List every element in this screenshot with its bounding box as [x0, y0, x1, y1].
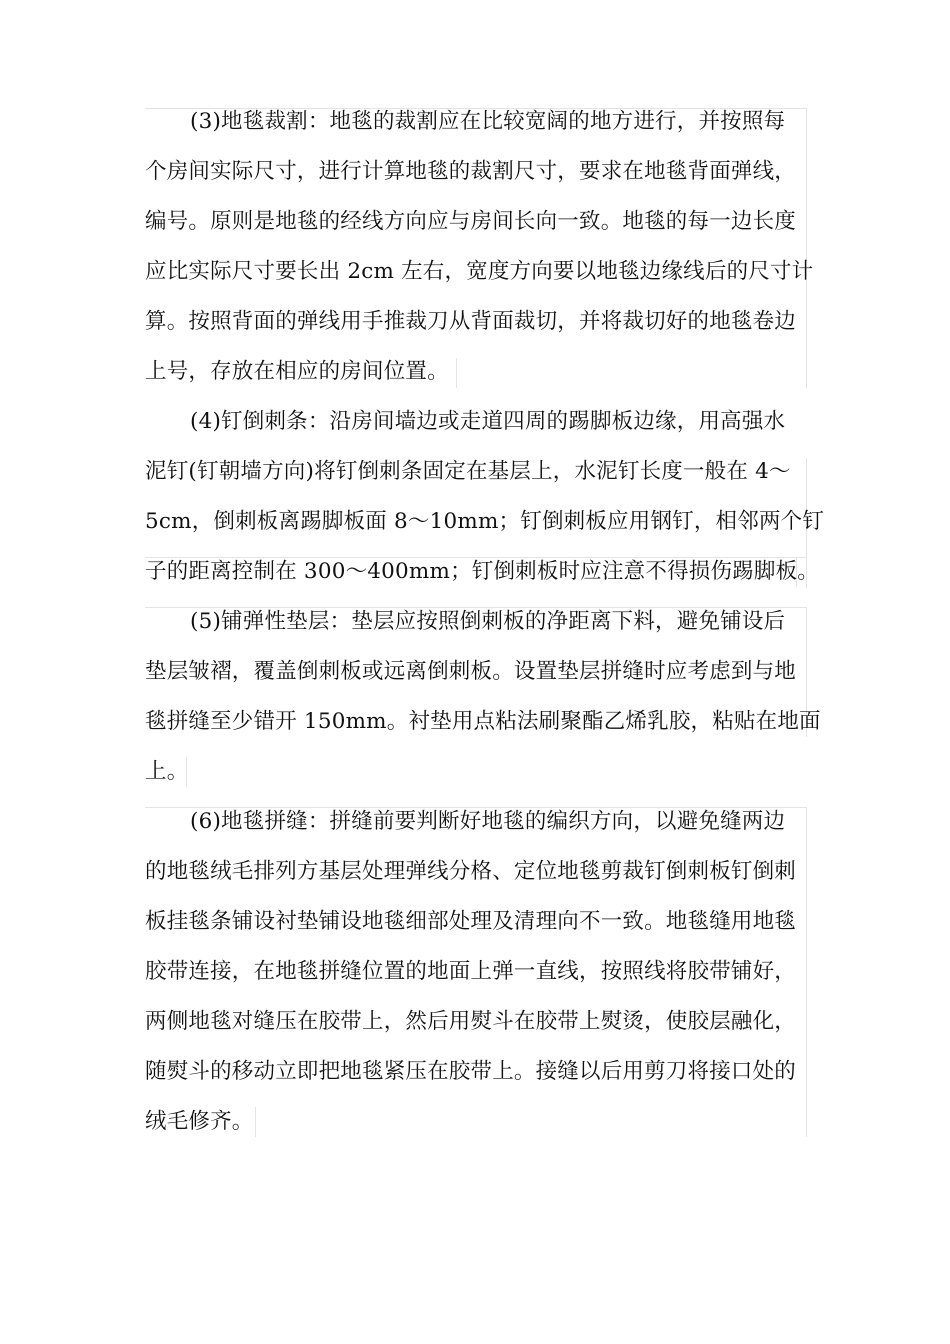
text-line: 上。 [145, 759, 189, 784]
text-line: (5)铺弹性垫层：垫层应按照倒刺板的净距离下料，避免铺设后 [190, 609, 786, 634]
text-line: 胶带连接，在地毯拼缝位置的地面上弹一直线，按照线将胶带铺好， [145, 959, 797, 984]
text-line: 随熨斗的移动立即把地毯紧压在胶带上。接缝以后用剪刀将接口处的 [145, 1059, 797, 1084]
paragraph-edge-mark [255, 1107, 256, 1137]
text-line: 5cm，倒刺板离踢脚板面 8～10mm；钉倒刺板应用钢钉，相邻两个钉 [145, 509, 825, 534]
text-line: 编号。原则是地毯的经线方向应与房间长向一致。地毯的每一边长度 [145, 209, 797, 234]
text-line: 子的距离控制在 300～400mm；钉倒刺板时应注意不得损伤踢脚板。 [145, 559, 819, 584]
text-line: 算。按照背面的弹线用手推裁刀从背面裁切，并将裁切好的地毯卷边 [145, 309, 797, 334]
text-line: (3)地毯裁割：地毯的裁割应在比较宽阔的地方进行，并按照每 [190, 109, 786, 134]
text-line: 绒毛修齐。 [145, 1109, 254, 1134]
text-line: (4)钉倒刺条：沿房间墙边或走道四周的踢脚板边缘，用高强水 [190, 409, 786, 434]
text-line: 垫层皱褶，覆盖倒刺板或远离倒刺板。设置垫层拼缝时应考虑到与地 [145, 659, 797, 684]
text-line: 泥钉(钉朝墙方向)将钉倒刺条固定在基层上，水泥钉长度一般在 4～ [145, 459, 791, 484]
text-line: 毯拼缝至少错开 150mm。衬垫用点粘法刷聚酯乙烯乳胶，粘贴在地面 [145, 709, 821, 734]
paragraph-edge-mark [456, 358, 457, 388]
text-line: (6)地毯拼缝：拼缝前要判断好地毯的编织方向，以避免缝两边 [190, 809, 786, 834]
text-line: 应比实际尺寸要长出 2cm 左右，宽度方向要以地毯边缘线后的尺寸计 [145, 259, 814, 284]
text-line: 个房间实际尺寸，进行计算地毯的裁割尺寸，要求在地毯背面弹线， [145, 159, 797, 184]
paragraph-edge-mark [806, 807, 807, 1137]
text-line: 上号，存放在相应的房间位置。 [145, 359, 449, 384]
text-line: 的地毯绒毛排列方基层处理弹线分格、定位地毯剪裁钉倒刺板钉倒刺 [145, 859, 797, 884]
text-line: 两侧地毯对缝压在胶带上，然后用熨斗在胶带上熨烫，使胶层融化， [145, 1009, 797, 1034]
text-line: 板挂毯条铺设衬垫铺设地毯细部处理及清理向不一致。地毯缝用地毯 [145, 909, 797, 934]
